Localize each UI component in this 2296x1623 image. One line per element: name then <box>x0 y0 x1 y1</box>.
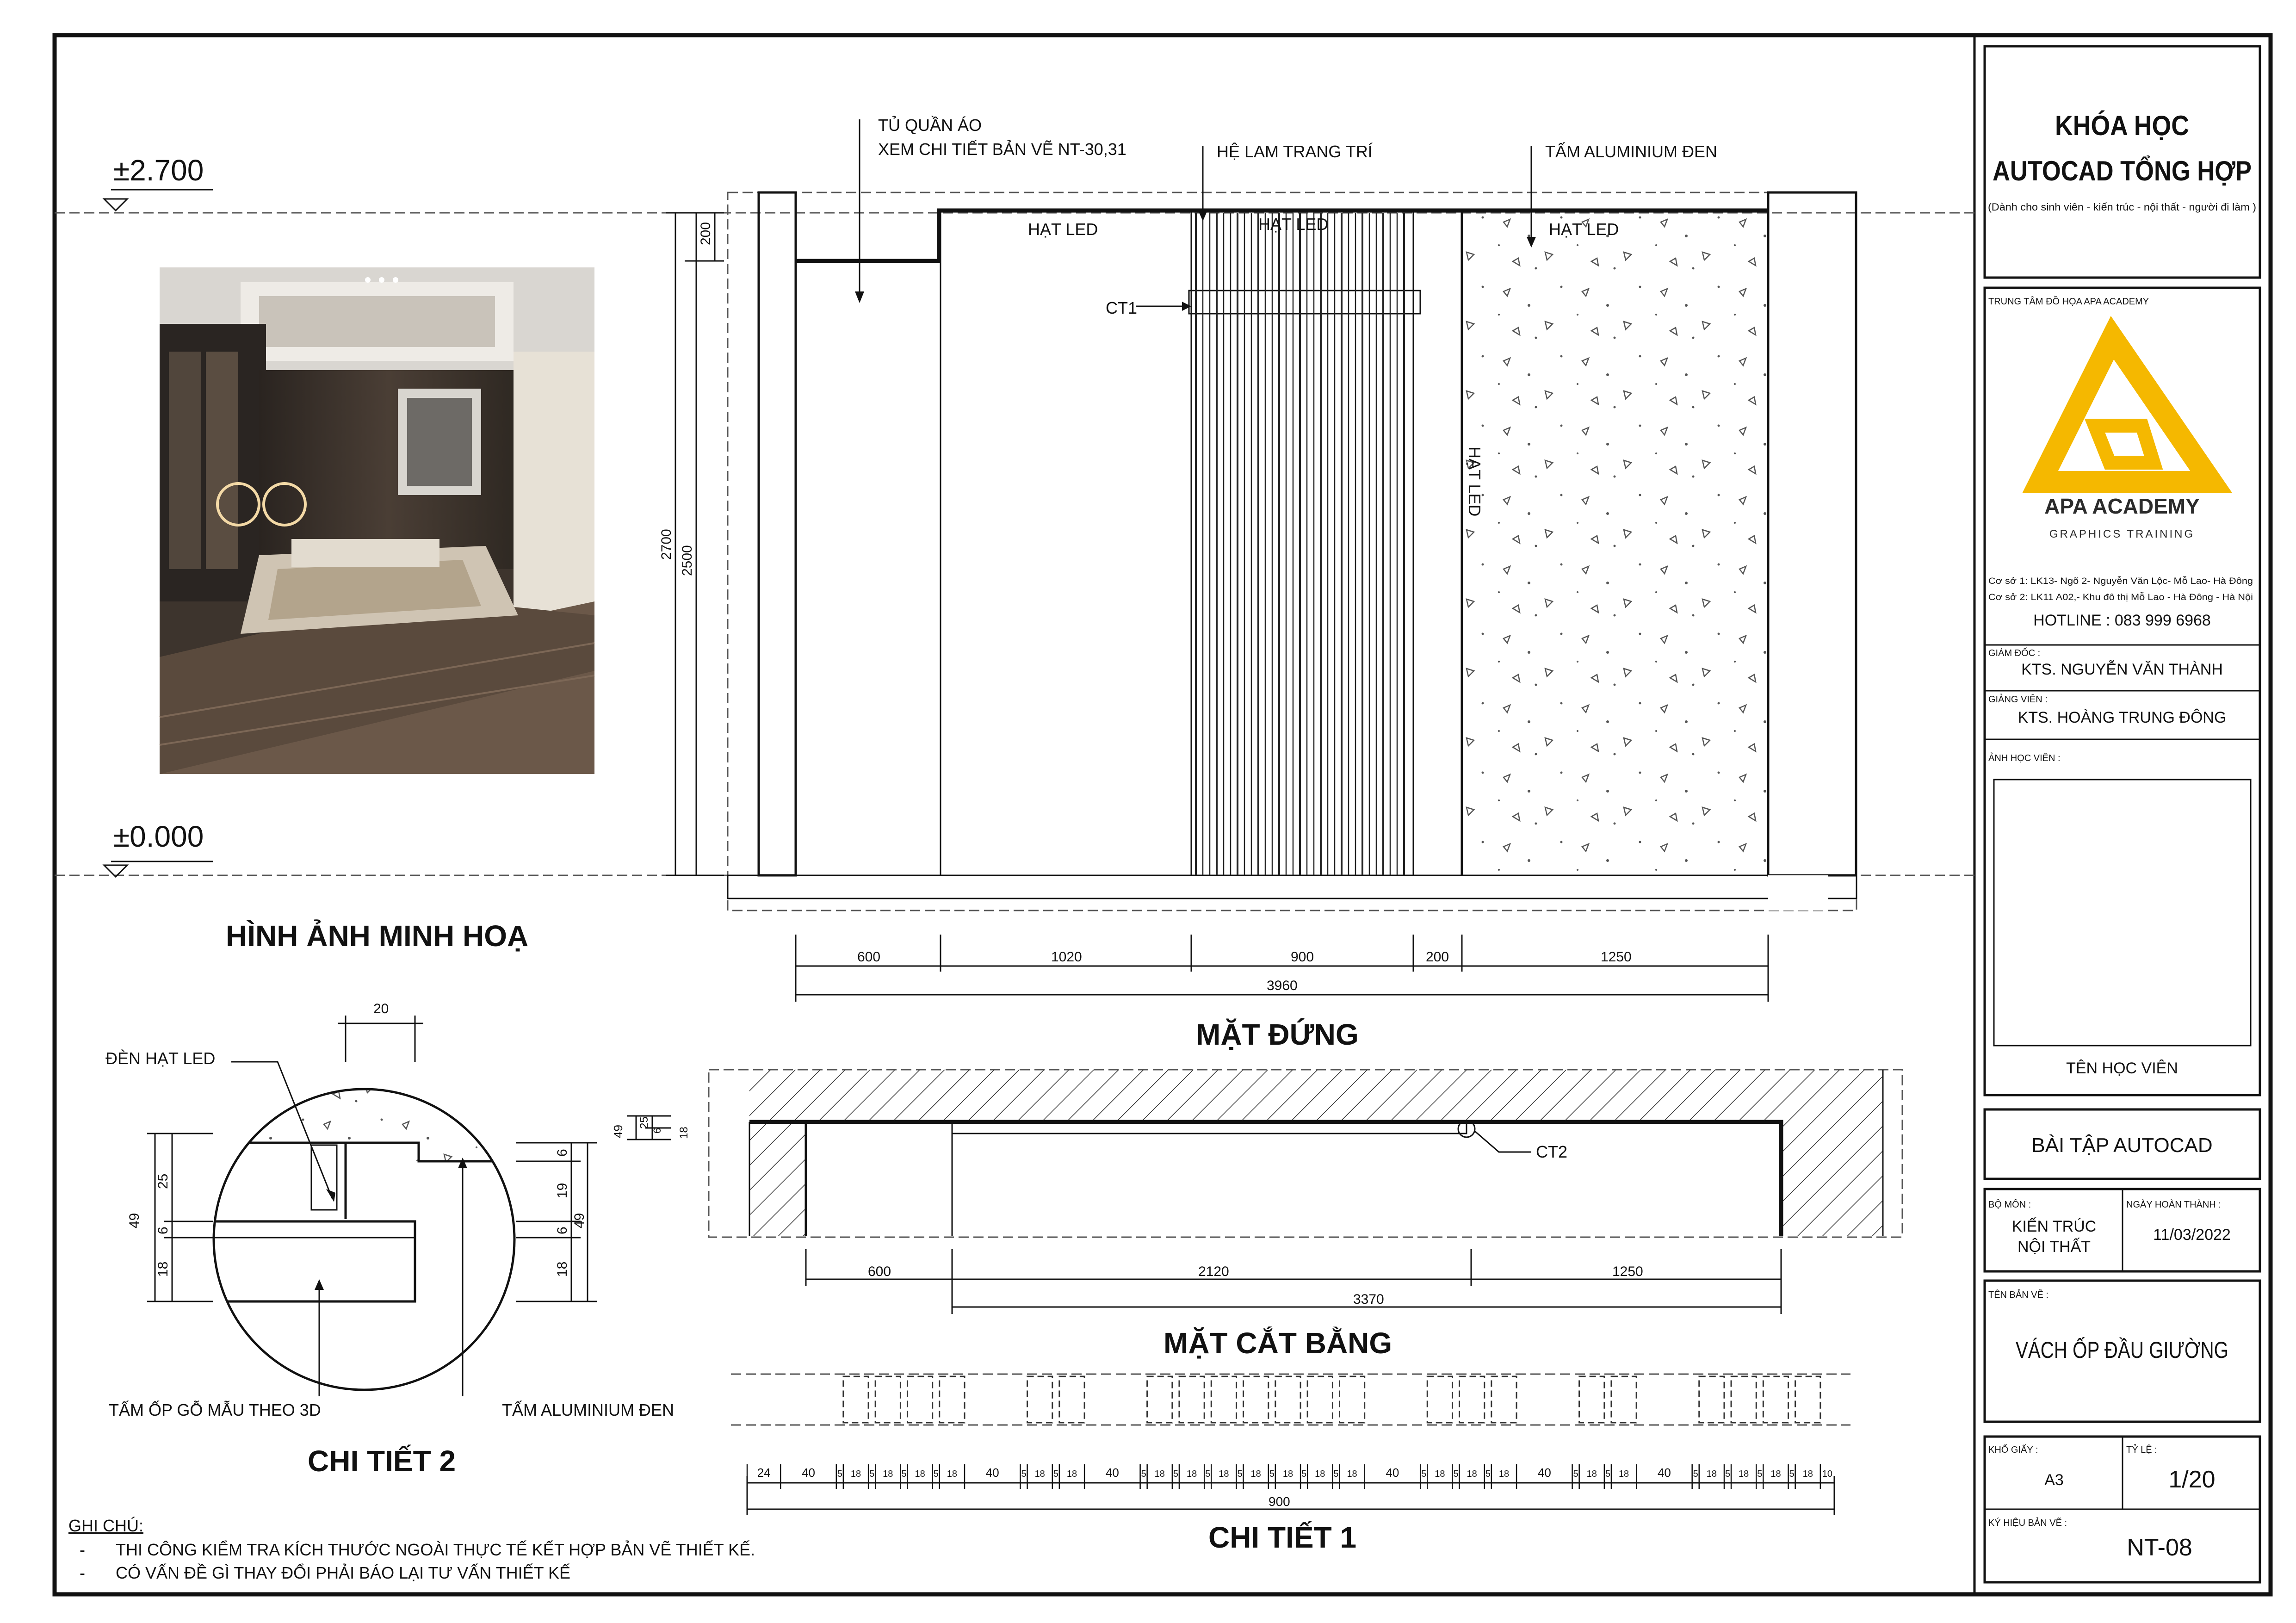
paper-label: KHỔ GIẤY : <box>1988 1445 2038 1455</box>
hotline: HOTLINE : 083 999 6968 <box>2033 612 2211 629</box>
department-label: BỘ MÔN : <box>1988 1200 2031 1210</box>
slat-profile <box>1611 1376 1636 1423</box>
detail1-drawing <box>731 1374 1850 1515</box>
detail1-dim-label: 18 <box>1250 1469 1261 1479</box>
photo-label: ẢNH HỌC VIÊN : <box>1988 753 2061 763</box>
department-line1: KIẾN TRÚC <box>2011 1218 2097 1235</box>
dim-detail2-left-6: 6 <box>155 1227 171 1234</box>
course-line1: KHÓA HỌC <box>2055 110 2189 141</box>
dim-h-1250: 1250 <box>1601 949 1632 965</box>
detail1-dim-label: 5 <box>1421 1469 1427 1479</box>
slat-profile <box>1699 1376 1724 1423</box>
detail1-dim-label: 5 <box>1053 1469 1058 1479</box>
label-led-2: HẠT LED <box>1258 215 1329 234</box>
dim-h-600: 600 <box>857 949 881 965</box>
dim-plan-600: 600 <box>868 1264 891 1279</box>
label-aluminium-panel: TẤM ALUMINIUM ĐEN <box>1545 142 1718 161</box>
detail1-dim-label: 18 <box>1586 1469 1597 1479</box>
detail1-dim-label: 40 <box>1105 1466 1119 1480</box>
detail1-dim-label: 18 <box>1219 1469 1229 1479</box>
dim-detail2-right-6: 6 <box>555 1149 570 1157</box>
label-led-1: HẠT LED <box>1028 220 1098 239</box>
detail1-dim-label: 18 <box>1618 1469 1629 1479</box>
detail1-dim-label: 5 <box>1141 1469 1146 1479</box>
exercise-title: BÀI TẬP AUTOCAD <box>2031 1134 2213 1157</box>
course-line2: AUTOCAD TỔNG HỢP <box>1993 155 2252 186</box>
detail1-dim-label: 40 <box>802 1466 816 1480</box>
notes-heading: GHI CHÚ: <box>68 1516 143 1535</box>
slat-profile <box>875 1376 900 1423</box>
slat-profile <box>1491 1376 1516 1423</box>
level-top: ±2.700 <box>113 154 204 187</box>
slat-profile <box>1244 1376 1269 1423</box>
detail1-dim-label: 5 <box>1757 1469 1763 1479</box>
detail1-dim-label: 18 <box>1315 1469 1325 1479</box>
label-wardrobe-1: TỦ QUẦN ÁO <box>878 116 982 135</box>
apa-academy-logo <box>2040 338 2211 482</box>
dim-detail2-left-18: 18 <box>155 1261 171 1277</box>
detail1-dim-label: 18 <box>850 1469 861 1479</box>
detail2-drawing <box>147 1016 597 1396</box>
logo-subtitle: GRAPHICS TRAINING <box>2049 528 2195 540</box>
dim-h-3960: 3960 <box>1267 978 1298 993</box>
dim-plan-3370: 3370 <box>1353 1292 1384 1307</box>
plan-horizontal-dims <box>806 1249 1781 1314</box>
detail1-dim-label: 5 <box>1237 1469 1243 1479</box>
slat-profile <box>1307 1376 1332 1423</box>
detail1-dim-label: 5 <box>1269 1469 1275 1479</box>
dim-plan-2120: 2120 <box>1198 1264 1229 1279</box>
note-bullet-1: - <box>80 1540 85 1559</box>
note-item-2: CÓ VẤN ĐỀ GÌ THAY ĐỔI PHẢI BÁO LẠI TƯ VẤN THIẾT KẾ <box>116 1563 571 1582</box>
detail1-dim-label: 18 <box>1347 1469 1357 1479</box>
slat-profile <box>1763 1376 1788 1423</box>
dim-detail2-left-49: 49 <box>127 1213 142 1228</box>
detail1-dim-label: 5 <box>1605 1469 1610 1479</box>
slat-profile <box>1059 1376 1084 1423</box>
label-detail2-led: ĐÈN HẠT LED <box>105 1049 216 1068</box>
detail1-dim-label: 5 <box>1021 1469 1027 1479</box>
illustration-photo <box>160 267 594 774</box>
label-led-vertical: HẠT LED <box>1465 446 1484 517</box>
date-label: NGÀY HOÀN THÀNH : <box>2126 1200 2221 1210</box>
elevation-drawing <box>728 192 1857 911</box>
label-led-3: HẠT LED <box>1549 220 1619 239</box>
note-bullet-2: - <box>80 1563 85 1582</box>
detail1-dims <box>747 1464 1834 1489</box>
detail1-dim-label: 18 <box>947 1469 958 1479</box>
label-decor-slats: HỆ LAM TRANG TRÍ <box>1217 142 1373 161</box>
student-name-label: TÊN HỌC VIÊN <box>2066 1059 2178 1077</box>
detail1-dim-label: 5 <box>1301 1469 1307 1479</box>
title-detail1: CHI TIẾT 1 <box>1208 1521 1357 1554</box>
detail1-dim-label: 5 <box>1485 1469 1491 1479</box>
dim-v-2700: 2700 <box>659 529 674 560</box>
detail1-dim-label: 5 <box>901 1469 907 1479</box>
label-wardrobe-2: XEM CHI TIẾT BẢN VẼ NT-30,31 <box>878 140 1126 159</box>
slat-profile <box>1795 1376 1820 1423</box>
paper-size: A3 <box>2044 1471 2064 1489</box>
detail1-dim-label: 5 <box>1173 1469 1179 1479</box>
title-detail2: CHI TIẾT 2 <box>308 1444 456 1478</box>
dim-detail2-right-49: 49 <box>572 1213 587 1228</box>
detail1-dim-label: 18 <box>1186 1469 1197 1479</box>
teacher-label: GIẢNG VIÊN : <box>1988 694 2048 705</box>
detail1-dim-label: 18 <box>1435 1469 1445 1479</box>
address-1: Cơ sở 1: LK13- Ngõ 2- Nguyễn Văn Lộc- Mỗ Lao- Hà Đông <box>1988 576 2220 586</box>
dim-plan-25: 25 <box>638 1116 650 1129</box>
director-label: GIÁM ĐỐC : <box>1988 648 2041 658</box>
director-name: KTS. NGUYỄN VĂN THÀNH <box>2021 661 2223 678</box>
detail1-dim-label: 40 <box>1537 1466 1551 1480</box>
dim-detail2-20: 20 <box>373 1001 389 1016</box>
plan-section-drawing <box>709 1070 1902 1237</box>
slat-profile <box>1027 1376 1052 1423</box>
dim-plan-6: 6 <box>651 1127 663 1134</box>
dim-plan-18: 18 <box>678 1127 690 1139</box>
center-name: TRUNG TÂM ĐỒ HỌA APA ACADEMY <box>1988 297 2149 307</box>
label-ct1: CT1 <box>1106 298 1138 317</box>
detail1-dim-label: 5 <box>1453 1469 1459 1479</box>
slat-profile <box>907 1376 932 1423</box>
dim-detail1-900: 900 <box>1269 1494 1290 1509</box>
detail1-dim-label: 5 <box>1693 1469 1698 1479</box>
title-illustration: HÌNH ẢNH MINH HOẠ <box>226 919 529 953</box>
code-label: KÝ HIỆU BẢN VẼ : <box>1988 1518 2067 1528</box>
label-detail2-wood: TẤM ỐP GỖ MẪU THEO 3D <box>109 1400 321 1419</box>
slat-profile <box>1147 1376 1172 1423</box>
dim-plan-1250: 1250 <box>1612 1264 1643 1279</box>
dim-detail2-left-25: 25 <box>155 1173 171 1189</box>
drawing-name-label: TÊN BẢN VẼ : <box>1988 1290 2049 1300</box>
detail1-dim-label: 18 <box>1498 1469 1510 1479</box>
title-plan-section: MẶT CẮT BẰNG <box>1163 1326 1392 1360</box>
detail1-dim-label: 18 <box>915 1469 925 1479</box>
detail1-dim-label: 18 <box>1282 1469 1293 1479</box>
label-detail2-aluminium: TẤM ALUMINIUM ĐEN <box>502 1400 675 1419</box>
completion-date: 11/03/2022 <box>2153 1226 2231 1244</box>
detail1-dim-label: 18 <box>1706 1469 1717 1479</box>
slat-profile <box>1339 1376 1364 1423</box>
detail1-dim-label: 24 <box>757 1466 771 1480</box>
elevation-vertical-dims <box>666 213 724 875</box>
detail1-dim-label: 5 <box>1573 1469 1578 1479</box>
note-item-1: THI CÔNG KIỂM TRA KÍCH THƯỚC NGOÀI THỰC TẾ KẾT HỢP BẢN VẼ THIẾT KẾ. <box>116 1540 755 1559</box>
detail1-dim-label: 5 <box>1725 1469 1731 1479</box>
teacher-name: KTS. HOÀNG TRUNG ĐÔNG <box>2018 709 2227 726</box>
detail1-dim-label: 5 <box>933 1469 939 1479</box>
level-bottom: ±0.000 <box>113 820 204 853</box>
slat-profile <box>1579 1376 1604 1423</box>
detail1-dim-label: 18 <box>883 1469 893 1479</box>
scale-label: TỶ LỆ : <box>2126 1445 2157 1455</box>
slat-profile <box>940 1376 965 1423</box>
detail1-dim-label: 10 <box>1822 1469 1833 1479</box>
drawing-code: NT-08 <box>2127 1534 2192 1561</box>
detail1-dim-label: 5 <box>837 1469 842 1479</box>
department-line2: NỘI THẤT <box>2017 1238 2091 1256</box>
dim-detail2-right-19: 19 <box>555 1183 570 1198</box>
dim-v-2500: 2500 <box>680 545 695 576</box>
label-ct2: CT2 <box>1536 1142 1568 1161</box>
dim-detail2-right-18: 18 <box>555 1261 570 1277</box>
slat-profile <box>1460 1376 1485 1423</box>
dim-v-200: 200 <box>698 222 713 245</box>
detail1-dim-label: 5 <box>1333 1469 1339 1479</box>
address-2: Cơ sở 2: LK11 A02,- Khu đô thị Mỗ Lao - Hà Đông - Hà Nội <box>1988 593 2219 602</box>
slat-profile <box>1427 1376 1452 1423</box>
detail1-dim-label: 18 <box>1034 1469 1045 1479</box>
detail1-dim-label: 40 <box>985 1466 999 1480</box>
detail1-dim-label: 18 <box>1066 1469 1077 1479</box>
detail1-dim-label: 18 <box>1467 1469 1477 1479</box>
detail1-dim-label: 5 <box>869 1469 875 1479</box>
drawing-name: VÁCH ỐP ĐẦU GIƯỜNG <box>2016 1337 2280 1363</box>
detail1-dim-label: 40 <box>1386 1466 1399 1480</box>
course-subtitle: (Dành cho sinh viên - kiến trúc - nội thất - người đi làm ) <box>1988 201 2256 213</box>
detail1-dim-label: 5 <box>1205 1469 1211 1479</box>
slat-profile <box>1179 1376 1204 1423</box>
slat-profile <box>1731 1376 1756 1423</box>
detail1-dim-label: 40 <box>1657 1466 1671 1480</box>
dim-detail2-right-6b: 6 <box>555 1227 570 1234</box>
detail1-dim-label: 18 <box>1770 1469 1781 1479</box>
dim-h-200: 200 <box>1426 949 1449 965</box>
detail1-dim-label: 5 <box>1789 1469 1795 1479</box>
dim-h-1020: 1020 <box>1051 949 1082 965</box>
dim-plan-49: 49 <box>611 1125 625 1138</box>
slat-profile <box>1275 1376 1300 1423</box>
decor-slats <box>1196 213 1404 875</box>
logo-name: APA ACADEMY <box>2044 494 2200 518</box>
title-elevation: MẶT ĐỨNG <box>1196 1018 1359 1051</box>
detail1-dim-label: 18 <box>1154 1469 1165 1479</box>
detail1-dim-label: 18 <box>1802 1469 1813 1479</box>
slat-profile <box>1211 1376 1236 1423</box>
scale-value: 1/20 <box>2168 1466 2216 1493</box>
slat-profile <box>843 1376 868 1423</box>
detail1-dim-label: 18 <box>1739 1469 1749 1479</box>
dim-h-900: 900 <box>1291 949 1314 965</box>
